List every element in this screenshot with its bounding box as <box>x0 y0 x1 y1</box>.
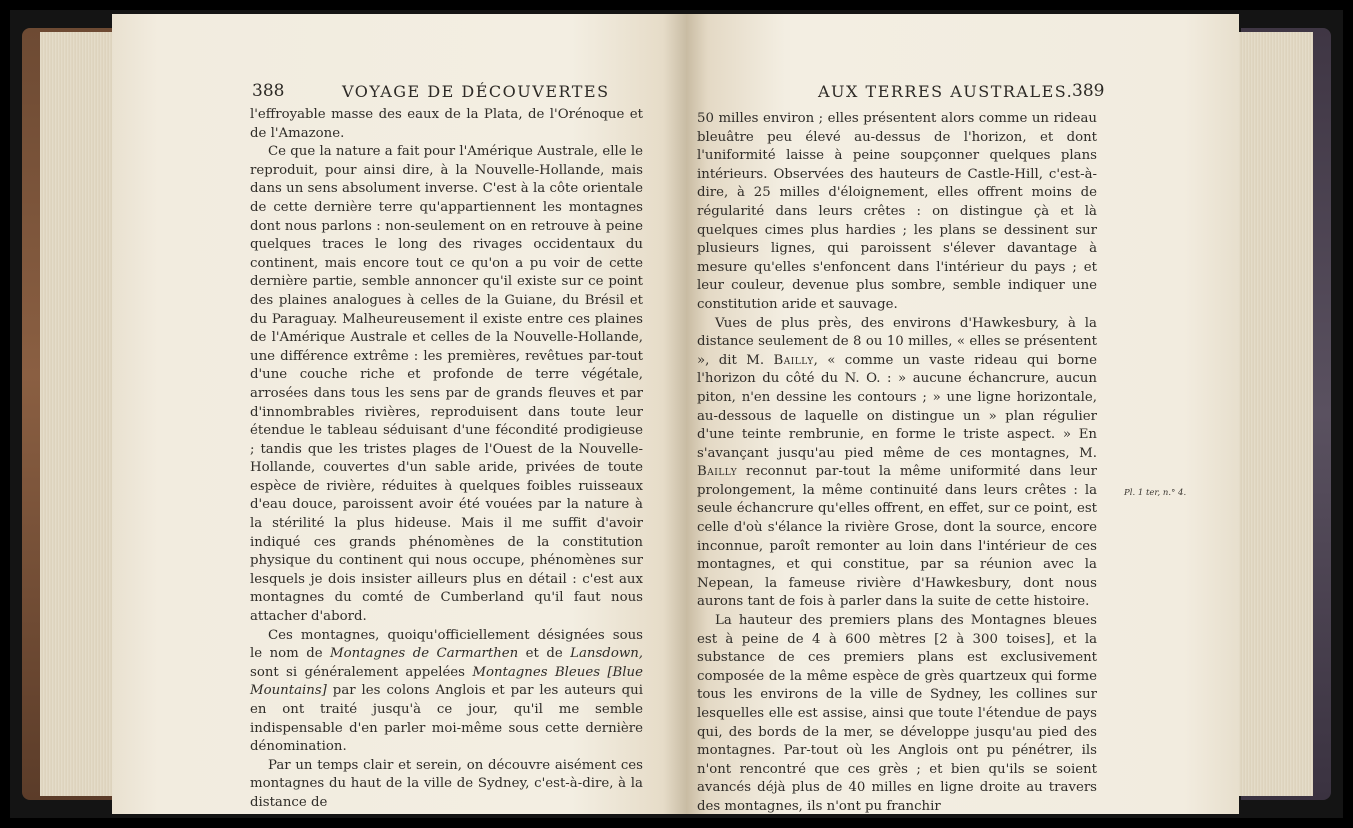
right-paragraph-1: 50 milles environ ; elles présentent alors comme un rideau bleuâtre peu élevé au-dessus de l'horizon, et dont l'uniformité laisse à peine soupçonner quelques plans intérieurs. Observées des hauteurs de Castle-Hill, c'est-à-dire, à 25 milles d'éloignement, elles offrent moins de régularité dans leurs crêtes : on distingue çà et là quelques cimes plus hardies ; les plans se dessinent sur plusieurs lignes, qui paroissent s'élever davantage à mesure qu'elles s'enfoncent dans l'intérieur du pays ; et leur couleur, devenue plus sombre, semble indiquer une constitution aride et sauvage. <box>697 111 1097 312</box>
left-page-number: 388 <box>252 81 285 101</box>
left-paragraph-2: Ce que la nature a fait pour l'Amérique Australe, elle le reproduit, pour ainsi dire, à la Nouvelle-Hollande, mais dans un sens absolument inverse. C'est à la côte orientale de cette dernière terre qu'appartiennent les montagnes dont nous parlons : non-seulement on en retrouve à peine quelques traces le long des rivages occidentaux du continent, mais encore tout ce qu'on a pu voir de cette dernière partie, semble annoncer qu'il existe sur ce point des plaines analogues à celles de la Guiane, du Brésil et du Paraguay. Malheureusement il existe entre ces plaines de l'Amérique Australe et celles de la Nouvelle-Hollande, une différence extrême : les premières, revêtues par-tout d'une couche riche et profonde de terre végétale, arrosées dans tous les sens par de grands fleuves et par d'innombrables rivières, reproduisent dans toute leur étendue le tableau séduisant d'une fécondité prodigieuse ; tandis que les tristes plages de l'Ouest de la Nouvelle-Hollande, couvertes d'un sable aride, privées de toute espèce de rivière, réduites à quelques foibles ruisseaux d'eau douce, paroissent avoir été vouées par la nature à la stérilité la plus hideuse. Mais il me suffit d'avoir indiqué ces grands phénomènes de la constitution physique du continent qui nous occupe, phénomènes sur lesquels je dois insister ailleurs plus en détail : c'est aux montagnes du comté de Cumberland qu'il faut nous attacher d'abord. <box>250 144 643 625</box>
author-bailly-1: Bailly <box>773 352 814 368</box>
left-p3-italic-2: Lansdown, <box>570 646 643 662</box>
right-p2-start: Vues de plus près, des environs d'Hawkesbury, à la distance seulement de 8 ou 10 milles, « elles se présentent », dit M. <box>697 315 1097 368</box>
right-paragraph-3: La hauteur des premiers plans des Montagnes bleues est à peine de 4 à 600 mètres [2 à 300 toises], et la substance de ces premiers plans est exclusivement composée de la même espèce de grès quartzeux qui forme tous les environs de la ville de Sydney, les collines sur lesquelles elle est assise, ainsi que toute l'étendue de pays qui, des bords de la mer, se développe jusqu'au pied des montagnes. Par-tout où les Anglois ont pu pénétrer, ils n'ont rencontré que ces grès ; et bien qu'ils se soient avancés déjà plus de 40 milles en ligne droite au travers des montagnes, ils n'ont pu franchir <box>697 613 1097 814</box>
left-page-text <box>250 106 643 813</box>
left-p3-end: par les colons Anglois et par les auteurs qui en ont traité jusqu'à ce jour, qu'il me semble indispensable d'en parler moi-même sous cette dernière dénomination. <box>250 683 643 755</box>
left-p3-mid: sont si généralement appelées <box>250 664 473 680</box>
right-running-head: AUX TERRES AUSTRALES. <box>818 82 1074 101</box>
right-p2-end: reconnut par-tout la même uniformité dans leur prolongement, la même continuité dans leurs crêtes : la seule échancrure qu'elles offrent, en effet, sur ce point, est celle d'où s'élance la rivière Grose, dont la source, encore inconnue, paroît remonter au loin dans l'intérieur de ces montagnes, et qui constitue, par sa réunion avec la Nepean, la fameuse rivière d'Hawkesbury, dont nous aurons tant de fois à parler dans la suite de cette histoire. <box>697 464 1097 610</box>
left-paragraph-4: Par un temps clair et serein, on découvre aisément ces montagnes du haut de la ville de Sydney, c'est-à-dire, à la distance de <box>250 757 643 810</box>
left-paragraph-3 <box>250 627 643 757</box>
right-page-number: 389 <box>1072 81 1105 101</box>
left-p3-italic-1: Montagnes de Carmarthen <box>330 646 519 662</box>
right-page-text <box>697 110 1097 817</box>
left-p3-start: Ces montagnes, quoiqu'officiellement désignées sous le nom de <box>250 627 643 662</box>
margin-note: Pl. 1 ter, n.° 4. <box>1124 488 1187 498</box>
left-p3-and: et de <box>518 646 571 662</box>
left-paragraph-1: l'effroyable masse des eaux de la Plata, de l'Orénoque et de l'Amazone. <box>250 107 643 141</box>
left-p3-italic-3: Montagnes Bleues [Blue Mountains] <box>250 664 643 699</box>
left-running-head: VOYAGE DE DÉCOUVERTES <box>342 82 610 101</box>
right-paragraph-2 <box>697 315 1097 613</box>
author-bailly-2: Bailly <box>697 464 738 480</box>
right-p2-quote: , « comme un vaste rideau qui borne l'horizon du côté du N. O. : » aucune échancrure, aucun piton, n'en dessine les contours ; » une ligne horizontale, au-dessous de laquelle on distingue un » plan régulier d'une teinte rembrunie, en forme le triste aspect. » En s'avançant jusqu'au pied même de ces montagnes, M. <box>697 352 1097 461</box>
